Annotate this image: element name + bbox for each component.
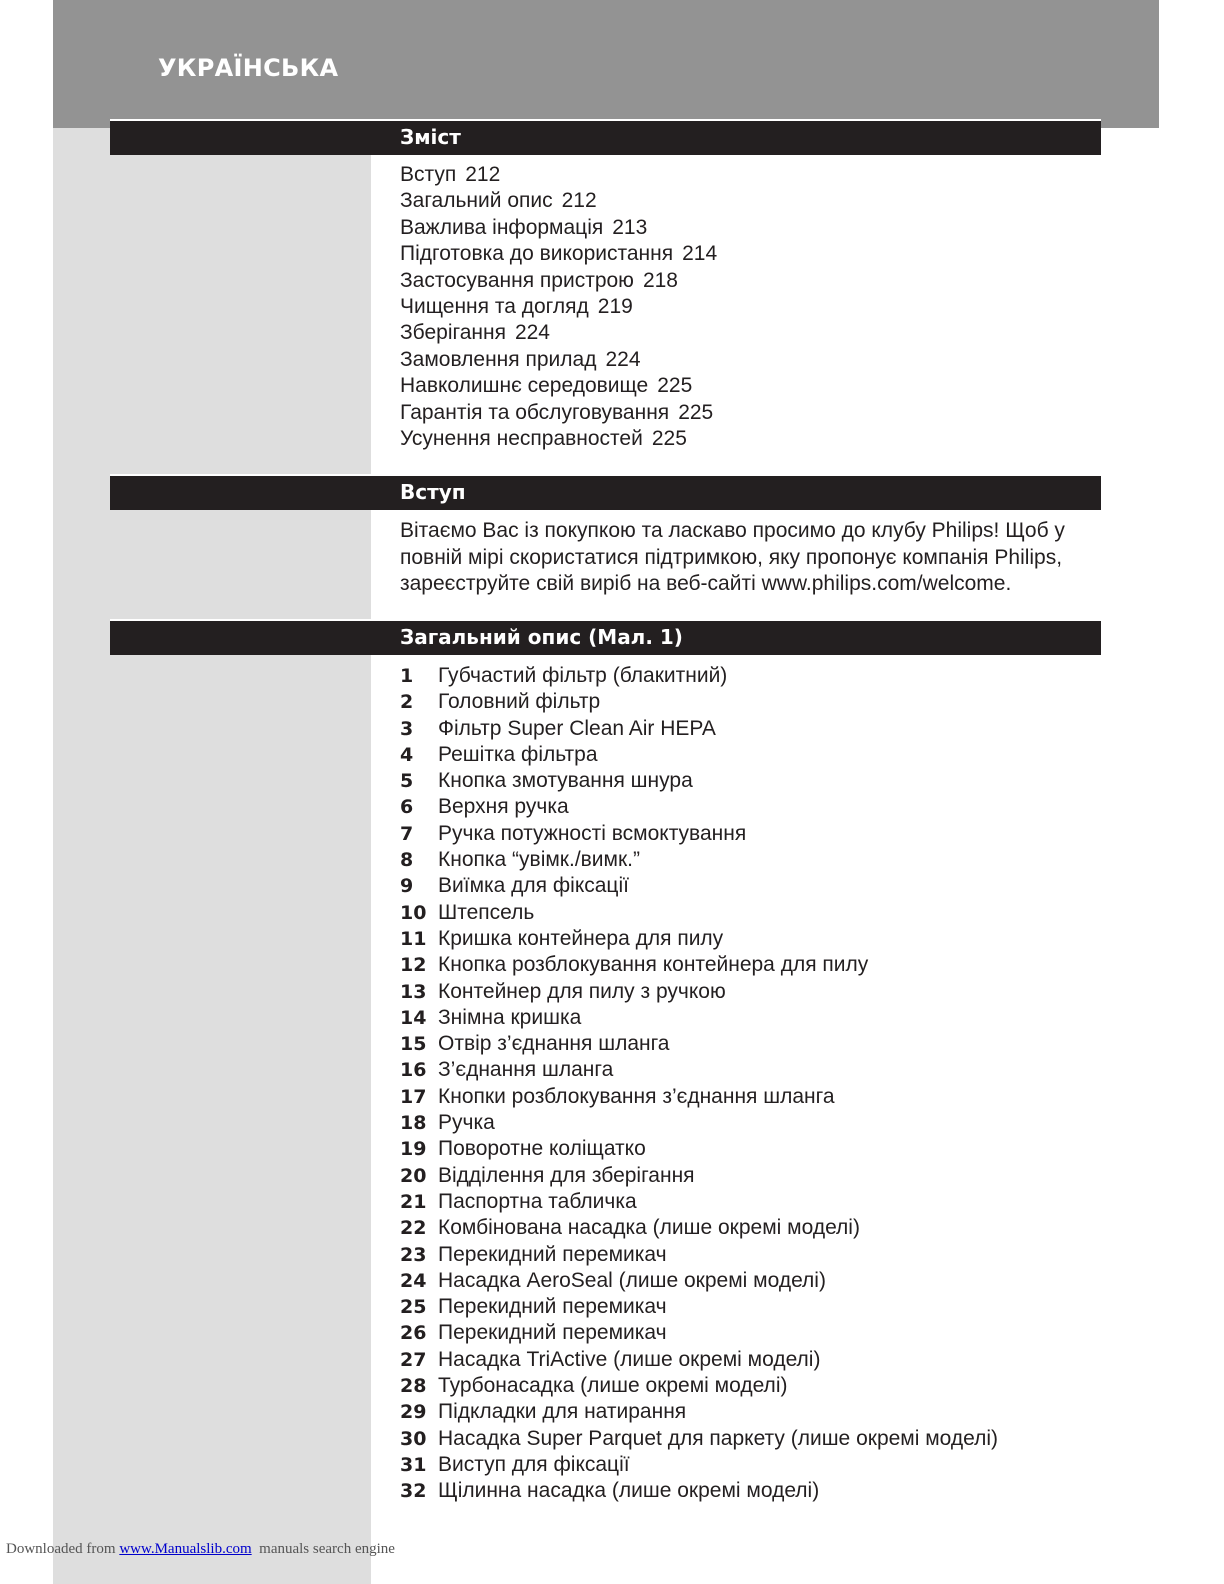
toc-item-page: 212 bbox=[465, 163, 501, 186]
toc-item-page: 214 bbox=[682, 242, 718, 266]
list-item-label: Отвір з’єднання шланга bbox=[438, 1032, 670, 1056]
toc-item-page: 224 bbox=[605, 347, 641, 371]
toc-item-title: Застосування пристрою bbox=[400, 268, 634, 292]
toc-item-title: Вступ bbox=[400, 163, 457, 186]
list-item bbox=[400, 952, 998, 978]
toc-item bbox=[400, 294, 717, 320]
list-item bbox=[400, 1399, 998, 1425]
list-item bbox=[400, 979, 998, 1005]
list-item bbox=[400, 1084, 998, 1110]
list-item-number: 13 bbox=[400, 980, 427, 1003]
toc-item-page: 225 bbox=[678, 400, 714, 424]
toc-item bbox=[400, 320, 717, 346]
list-item-label: Поворотне коліщатко bbox=[438, 1137, 646, 1161]
list-item-number: 8 bbox=[400, 849, 414, 872]
list-item bbox=[400, 1057, 998, 1083]
section-title-general: Загальний опис (Мал. 1) bbox=[400, 625, 683, 649]
toc-item bbox=[400, 188, 717, 214]
list-item bbox=[400, 926, 998, 952]
list-item bbox=[400, 1347, 998, 1373]
list-item-number: 17 bbox=[400, 1085, 427, 1108]
toc-item-page: 213 bbox=[612, 215, 648, 239]
toc-item-page: 225 bbox=[651, 427, 687, 451]
toc-item-title: Важлива інформація bbox=[400, 215, 604, 239]
footer-suffix: manuals search engine bbox=[251, 1541, 395, 1557]
list-item-number: 18 bbox=[400, 1112, 427, 1135]
list-item-number: 23 bbox=[400, 1243, 427, 1266]
list-item-label: Відділення для зберігання bbox=[438, 1163, 695, 1187]
list-item bbox=[400, 742, 998, 768]
toc-item-title: Гарантія та обслуговування bbox=[400, 400, 670, 424]
list-item bbox=[400, 1452, 998, 1478]
list-item-label: Комбінована насадка (лише окремі моделі) bbox=[438, 1216, 860, 1240]
list-item bbox=[400, 1320, 998, 1346]
list-item-label: Турбонасадка (лише окремі моделі) bbox=[438, 1374, 788, 1398]
list-item-number: 5 bbox=[400, 770, 414, 793]
list-item-number: 15 bbox=[400, 1033, 427, 1056]
list-item-label: З’єднання шланга bbox=[438, 1058, 614, 1082]
list-item bbox=[400, 1031, 998, 1057]
list-item-number: 19 bbox=[400, 1138, 427, 1161]
list-item-number: 22 bbox=[400, 1217, 427, 1240]
list-item bbox=[400, 716, 998, 742]
table-of-contents bbox=[400, 162, 717, 452]
toc-item bbox=[400, 268, 717, 294]
list-item-label: Верхня ручка bbox=[438, 795, 569, 819]
section-bar-contents bbox=[110, 119, 1101, 155]
list-item-label: Контейнер для пилу з ручкою bbox=[438, 979, 726, 1003]
list-item-label: Решітка фільтра bbox=[438, 742, 598, 766]
toc-item bbox=[400, 426, 717, 452]
toc-item bbox=[400, 373, 717, 399]
list-item-number: 16 bbox=[400, 1059, 427, 1082]
list-item bbox=[400, 1268, 998, 1294]
list-item bbox=[400, 1426, 998, 1452]
list-item bbox=[400, 663, 998, 689]
section-bar-general bbox=[110, 619, 1101, 655]
download-footer bbox=[6, 1541, 395, 1558]
list-item-label: Паспортна табличка bbox=[438, 1189, 637, 1213]
list-item-number: 26 bbox=[400, 1322, 427, 1345]
list-item bbox=[400, 1110, 998, 1136]
list-item-label: Головний фільтр bbox=[438, 690, 601, 714]
list-item bbox=[400, 1242, 998, 1268]
toc-item-page: 225 bbox=[657, 374, 693, 398]
toc-item-title: Підготовка до використання bbox=[400, 242, 674, 266]
list-item-label: Перекидний перемикач bbox=[438, 1295, 667, 1319]
list-item-label: Виїмка для фіксації bbox=[438, 874, 629, 898]
list-item-number: 27 bbox=[400, 1348, 427, 1371]
list-item bbox=[400, 689, 998, 715]
list-item-label: Насадка AeroSeal (лише окремі моделі) bbox=[438, 1268, 826, 1292]
list-item-label: Кришка контейнера для пилу bbox=[438, 926, 724, 950]
list-item bbox=[400, 821, 998, 847]
section-title-contents: Зміст bbox=[400, 125, 461, 149]
list-item-number: 12 bbox=[400, 954, 427, 977]
list-item-label: Знімна кришка bbox=[438, 1005, 582, 1029]
list-item-label: Фільтр Super Clean Air HEPA bbox=[438, 716, 716, 740]
toc-item-page: 212 bbox=[561, 189, 597, 213]
list-item-number: 7 bbox=[400, 822, 414, 845]
list-item-number: 1 bbox=[400, 665, 414, 687]
list-item-label: Штепсель bbox=[438, 900, 535, 924]
toc-item-title: Навколишнє середовище bbox=[400, 374, 649, 398]
toc-item-title: Зберігання bbox=[400, 321, 506, 345]
toc-item bbox=[400, 215, 717, 241]
list-item-number: 25 bbox=[400, 1296, 427, 1319]
list-item-number: 11 bbox=[400, 927, 427, 950]
list-item-number: 21 bbox=[400, 1190, 427, 1213]
intro-paragraph: Вітаємо Вас із покупкою та ласкаво просимо до клубу Philips! Щоб у повній мірі скористатися підтримкою, яку пропонує компанія Philips, зареєструйте свій виріб на веб-сайті www.philips.com/welcome. bbox=[400, 519, 1065, 595]
toc-item-page: 224 bbox=[514, 321, 550, 345]
list-item-number: 9 bbox=[400, 875, 414, 898]
list-item-label: Губчастий фільтр (блакитний) bbox=[438, 664, 728, 687]
list-item-label: Кнопки розблокування з’єднання шланга bbox=[438, 1084, 835, 1108]
list-item-number: 31 bbox=[400, 1453, 427, 1476]
list-item bbox=[400, 900, 998, 926]
list-item bbox=[400, 1136, 998, 1162]
list-item-number: 4 bbox=[400, 743, 414, 766]
toc-item-title: Загальний опис bbox=[400, 189, 553, 213]
list-item bbox=[400, 794, 998, 820]
list-item bbox=[400, 1163, 998, 1189]
list-item bbox=[400, 1005, 998, 1031]
list-item-number: 28 bbox=[400, 1375, 427, 1398]
list-item-label: Підкладки для натирання bbox=[438, 1400, 687, 1424]
list-item-number: 6 bbox=[400, 796, 414, 819]
list-item-number: 32 bbox=[400, 1480, 427, 1503]
section-bar-intro bbox=[110, 474, 1101, 510]
list-item bbox=[400, 1215, 998, 1241]
section-title-intro: Вступ bbox=[400, 480, 466, 504]
list-item-label: Перекидний перемикач bbox=[438, 1242, 667, 1266]
list-item bbox=[400, 1189, 998, 1215]
list-item bbox=[400, 1294, 998, 1320]
list-item-number: 2 bbox=[400, 691, 414, 714]
toc-item-page: 218 bbox=[642, 268, 678, 292]
toc-item bbox=[400, 347, 717, 373]
list-item-label: Кнопка розблокування контейнера для пилу bbox=[438, 953, 869, 977]
list-item-label: Ручка потужності всмоктування bbox=[438, 821, 747, 845]
list-item-label: Кнопка змотування шнура bbox=[438, 769, 693, 793]
list-item-number: 29 bbox=[400, 1401, 427, 1424]
footer-link[interactable]: www.Manualslib.com bbox=[119, 1541, 252, 1557]
list-item bbox=[400, 1373, 998, 1399]
list-item bbox=[400, 873, 998, 899]
footer-prefix: Downloaded from bbox=[6, 1541, 120, 1557]
list-item-label: Кнопка “увімк./вимк.” bbox=[438, 848, 640, 872]
language-title: УКРАЇНСЬКА bbox=[158, 54, 339, 82]
toc-item-title: Чищення та догляд bbox=[400, 295, 589, 319]
list-item-label: Щілинна насадка (лише окремі моделі) bbox=[438, 1479, 820, 1503]
toc-item bbox=[400, 400, 717, 426]
list-item-label: Насадка Super Parquet для паркету (лише окремі моделі) bbox=[438, 1426, 999, 1450]
toc-item-title: Усунення несправностей bbox=[400, 427, 643, 451]
toc-item bbox=[400, 162, 717, 188]
side-margin-band bbox=[53, 128, 371, 1584]
toc-item bbox=[400, 241, 717, 267]
list-item-number: 20 bbox=[400, 1164, 427, 1187]
list-item-label: Виступ для фіксації bbox=[438, 1452, 630, 1476]
list-item-label: Ручка bbox=[438, 1111, 495, 1135]
parts-list bbox=[400, 663, 998, 1505]
list-item bbox=[400, 847, 998, 873]
list-item bbox=[400, 768, 998, 794]
list-item-number: 3 bbox=[400, 717, 414, 740]
list-item-number: 14 bbox=[400, 1006, 427, 1029]
list-item bbox=[400, 1478, 998, 1504]
list-item-label: Перекидний перемикач bbox=[438, 1321, 667, 1345]
list-item-label: Насадка TriActive (лише окремі моделі) bbox=[438, 1347, 821, 1371]
list-item-number: 24 bbox=[400, 1269, 427, 1292]
list-item-number: 10 bbox=[400, 901, 427, 924]
toc-item-title: Замовлення прилад bbox=[400, 347, 597, 371]
list-item-number: 30 bbox=[400, 1427, 427, 1450]
toc-item-page: 219 bbox=[597, 295, 633, 319]
